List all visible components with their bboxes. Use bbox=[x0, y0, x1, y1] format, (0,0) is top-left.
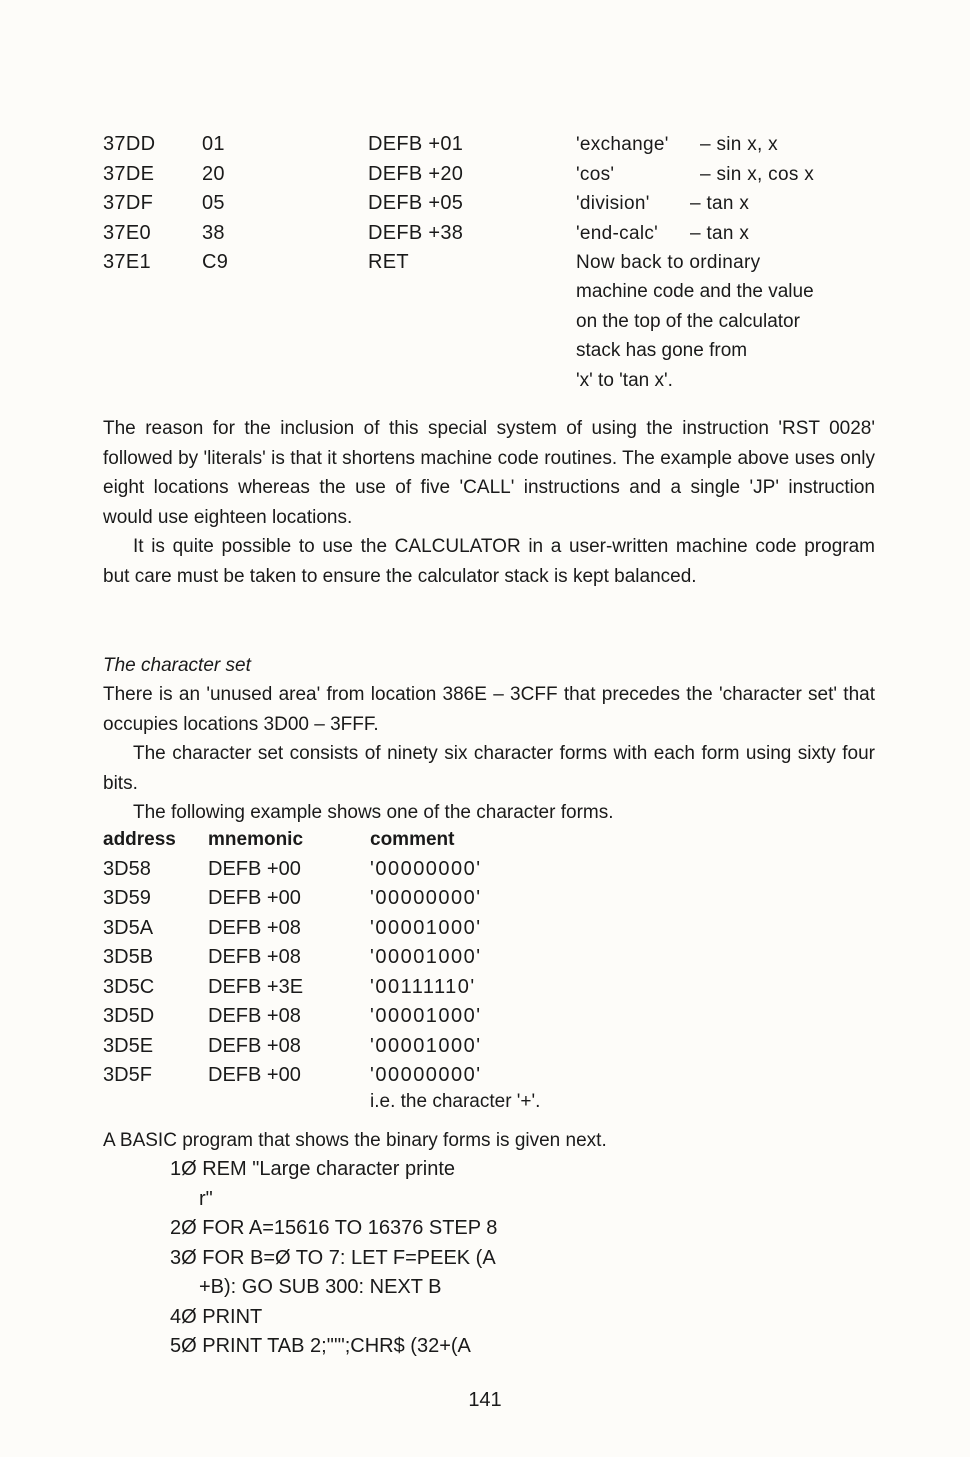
header-address: address bbox=[103, 829, 176, 850]
listing-comment: Now back to ordinary bbox=[576, 252, 761, 273]
page-number: 141 bbox=[468, 1389, 502, 1411]
row-comment: '00001000' bbox=[370, 1005, 482, 1027]
row-address: 3D58 bbox=[103, 857, 151, 880]
listing-mnemonic: DEFB +05 bbox=[368, 192, 464, 214]
paragraph-calculator-usage bbox=[103, 532, 875, 591]
listing-code: 05 bbox=[202, 192, 225, 214]
basic-line: 2Ø FOR A=15616 TO 16376 STEP 8 bbox=[170, 1217, 498, 1239]
row-mnemonic: DEFB +08 bbox=[208, 916, 301, 939]
listing-mnemonic: DEFB +20 bbox=[368, 162, 464, 185]
listing-row bbox=[103, 130, 863, 160]
continuation-line: machine code and the value bbox=[576, 281, 814, 302]
row-mnemonic: DEFB +08 bbox=[208, 1005, 301, 1027]
table-row bbox=[103, 1002, 703, 1032]
row-mnemonic: DEFB +00 bbox=[208, 1064, 301, 1086]
paragraph-text: The following example shows one of the character forms. bbox=[133, 802, 614, 823]
row-mnemonic: DEFB +08 bbox=[208, 1034, 301, 1057]
row-comment: '00000000' bbox=[370, 857, 482, 880]
listing-mnemonic: DEFB +38 bbox=[368, 221, 464, 244]
listing-row bbox=[103, 248, 863, 278]
row-comment: '00001000' bbox=[370, 1034, 482, 1057]
row-mnemonic: DEFB +08 bbox=[208, 946, 301, 968]
listing-mnemonic: RET bbox=[368, 251, 409, 273]
basic-program bbox=[170, 1155, 497, 1362]
listing-address: 37E1 bbox=[103, 251, 151, 273]
paragraph-example-intro bbox=[103, 798, 875, 828]
section-heading: The character set bbox=[103, 655, 251, 676]
listing-comment: 'exchange' bbox=[576, 134, 669, 155]
listing-effect: – tan x bbox=[690, 222, 750, 244]
calculator-listing bbox=[103, 130, 863, 278]
table-row bbox=[103, 884, 703, 914]
table-row bbox=[103, 855, 703, 885]
row-address: 3D5C bbox=[103, 975, 155, 998]
paragraph-text: The character set consists of ninety six character forms with each form using sixty four bits. bbox=[103, 743, 875, 794]
character-form-table bbox=[103, 825, 703, 1091]
listing-effect: – sin x, x bbox=[700, 134, 778, 155]
row-comment: '00111110' bbox=[370, 975, 476, 998]
row-comment: '00001000' bbox=[370, 916, 482, 939]
row-mnemonic: DEFB +00 bbox=[208, 857, 301, 880]
basic-line: r" bbox=[199, 1187, 213, 1210]
paragraph-text: There is an 'unused area' from location 386E – 3CFF that precedes the 'character set' that occupies locations 3D00 – 3FFF. bbox=[103, 684, 875, 735]
row-comment: '00001000' bbox=[370, 946, 482, 968]
row-address: 3D5D bbox=[103, 1005, 155, 1027]
table-row bbox=[103, 973, 703, 1003]
listing-row bbox=[103, 160, 863, 190]
header-mnemonic: mnemonic bbox=[208, 829, 304, 850]
basic-line: 4Ø PRINT bbox=[170, 1305, 263, 1328]
listing-address: 37DD bbox=[103, 133, 156, 155]
listing-code: C9 bbox=[202, 251, 229, 273]
table-row bbox=[103, 914, 703, 944]
row-address: 3D5F bbox=[103, 1064, 152, 1086]
row-address: 3D59 bbox=[103, 887, 151, 909]
listing-row bbox=[103, 189, 863, 219]
basic-line: 5Ø PRINT TAB 2;"'";CHR$ (32+(A bbox=[170, 1335, 471, 1357]
continuation-line: on the top of the calculator bbox=[576, 310, 800, 332]
listing-comment: 'cos' bbox=[576, 163, 615, 185]
listing-effect: – tan x bbox=[690, 193, 750, 214]
paragraph-character-forms bbox=[103, 739, 875, 798]
listing-code: 38 bbox=[202, 221, 225, 244]
paragraph-text: The reason for the inclusion of this special system of using the instruction 'RST 0028' followed by 'literals' is that it shortens machine code routines. The example above uses only eight locations whereas the use of five 'CALL' instructions and a single 'JP' instruction would use eighteen locations. bbox=[103, 418, 875, 528]
paragraph-text: It is quite possible to use the CALCULATOR in a user-written machine code program but care must be taken to ensure the calculator stack is kept balanced. bbox=[103, 536, 875, 587]
continuation-line: 'x' to 'tan x'. bbox=[576, 369, 673, 391]
listing-comment-continuation bbox=[576, 277, 876, 395]
row-comment: '00000000' bbox=[370, 1064, 482, 1086]
header-comment: comment bbox=[370, 829, 455, 850]
listing-mnemonic: DEFB +01 bbox=[368, 133, 464, 155]
basic-line: +B): GO SUB 300: NEXT B bbox=[199, 1276, 442, 1298]
table-row bbox=[103, 943, 703, 973]
row-mnemonic: DEFB +3E bbox=[208, 975, 304, 998]
table-row bbox=[103, 1032, 703, 1062]
listing-code: 20 bbox=[202, 162, 225, 185]
listing-comment: 'division' bbox=[576, 193, 650, 214]
listing-comment: 'end-calc' bbox=[576, 222, 659, 244]
listing-code: 01 bbox=[202, 133, 225, 155]
listing-address: 37DE bbox=[103, 162, 155, 185]
table-header bbox=[103, 825, 703, 855]
basic-line: 1Ø REM "Large character printe bbox=[170, 1158, 455, 1180]
listing-row bbox=[103, 219, 863, 249]
listing-address: 37DF bbox=[103, 192, 154, 214]
basic-line: 3Ø FOR B=Ø TO 7: LET F=PEEK (A bbox=[170, 1246, 496, 1269]
paragraph-rst-literals bbox=[103, 414, 875, 532]
continuation-line: stack has gone from bbox=[576, 340, 748, 361]
listing-effect: – sin x, cos x bbox=[700, 163, 815, 185]
row-address: 3D5B bbox=[103, 946, 154, 968]
paragraph-unused-area bbox=[103, 680, 875, 739]
row-mnemonic: DEFB +00 bbox=[208, 887, 301, 909]
row-address: 3D5A bbox=[103, 916, 154, 939]
basic-intro: A BASIC program that shows the binary forms is given next. bbox=[103, 1130, 607, 1151]
listing-address: 37E0 bbox=[103, 221, 151, 244]
row-comment: '00000000' bbox=[370, 887, 482, 909]
character-note: i.e. the character '+'. bbox=[370, 1091, 541, 1112]
row-address: 3D5E bbox=[103, 1034, 154, 1057]
